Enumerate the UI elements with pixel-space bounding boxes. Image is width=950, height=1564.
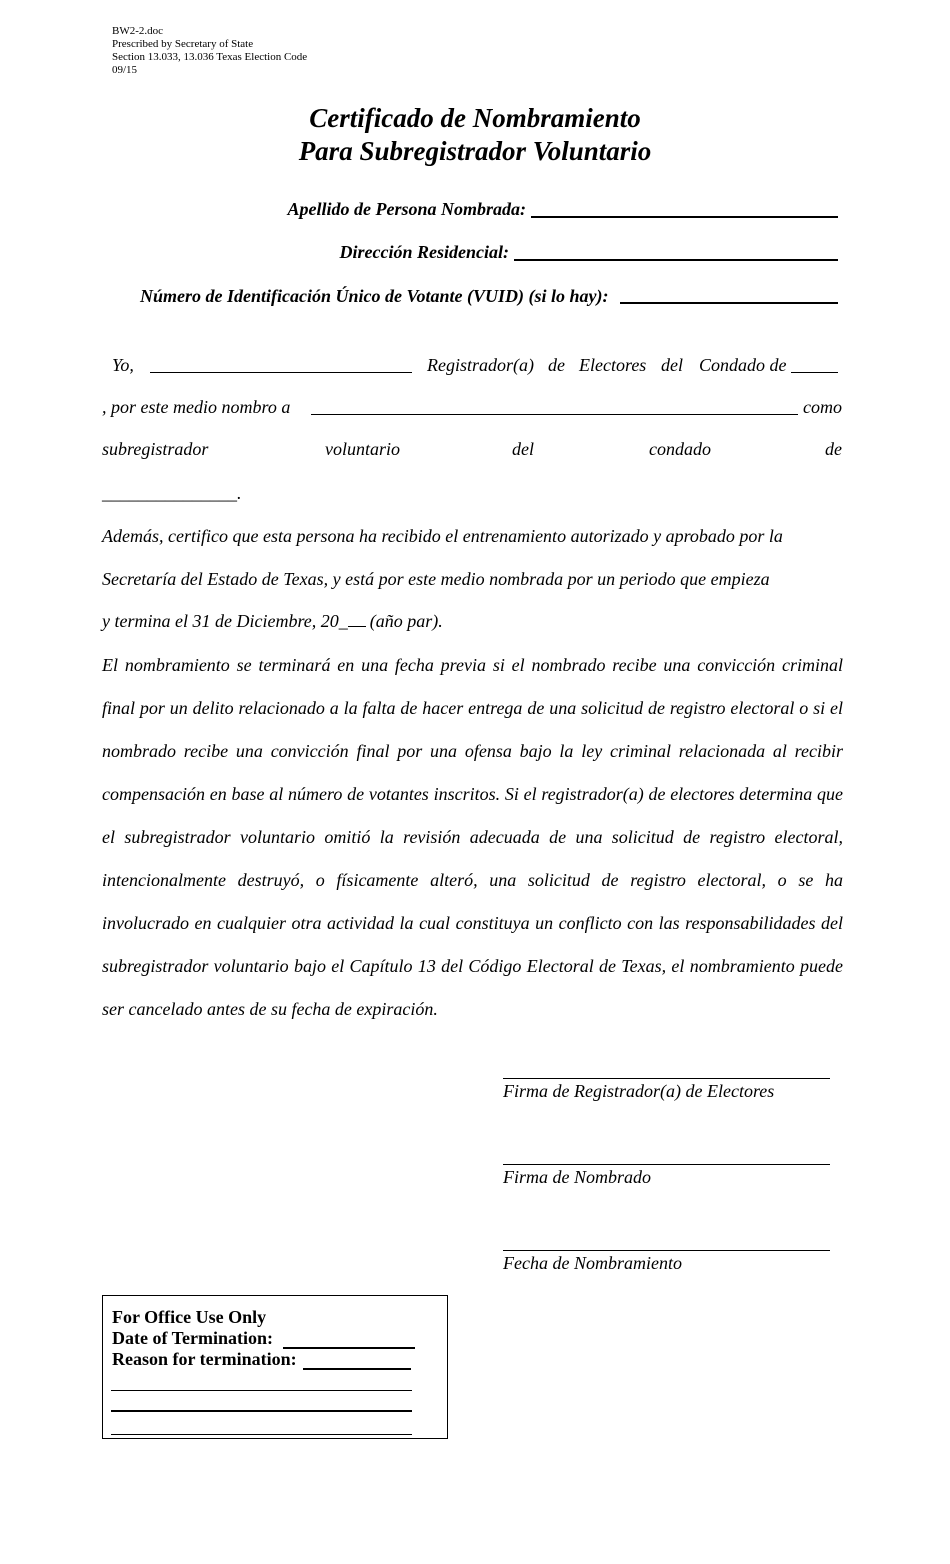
revision-date: 09/15 [112,64,138,76]
del-text: del [661,355,683,375]
document-id: BW2-2.doc [112,25,164,37]
certify-paragraph-line3 [102,611,443,632]
page-subtitle: Para Subregistrador Voluntario [298,136,652,166]
registrar-signature-field[interactable] [503,1078,830,1079]
registrar-name-field[interactable] [150,372,412,373]
page-title: Certificado de Nombramiento [309,103,641,133]
reason-line-2[interactable] [111,1410,412,1412]
de-text-2: de [825,439,842,459]
county-blank-line: _______________. [102,483,242,503]
reason-line-3[interactable] [111,1434,412,1435]
surname-label: Apellido de Persona Nombrada: [287,199,526,219]
certify-paragraph-line1: Además, certifico que esta persona ha recibido el entrenamiento autorizado y aprobado por la [102,526,783,546]
office-use-title: For Office Use Only [112,1307,267,1327]
surname-field[interactable] [531,216,838,218]
termination-paragraph: El nombramiento se terminará en una fecha previa si el nombrado recibe una convicción criminal final por un delito relacionado a la falta de hacer entrega de una solicitud de registro electoral o si el nombrado recibe una convicción final por una ofensa bajo la ley criminal relacionada al recibir compensación en base al número de votantes inscritos. Si el registrador(a) de electores determina que el subregistrador voluntario omitió la revisión adecuada de una solicitud de registro electoral, intencionalmente destruyó, o físicamente alteró, una solicitud de registro electoral, o se ha involucrado en cualquier otra actividad la cual constituya un conflicto con las responsabilidades del subregistrador voluntario bajo el Capítulo 13 del Código Electoral de Texas, el nombramiento puede ser cancelado antes de su fecha de expiración. [102,655,843,1019]
appointment-date-label: Fecha de Nombramiento [503,1253,682,1273]
vuid-field[interactable] [620,302,838,304]
term-end-text: y termina el 31 de Diciembre, 20_ [102,611,348,631]
como-text: como [803,397,842,417]
county-field[interactable] [791,372,838,373]
address-label: Dirección Residencial: [339,242,509,262]
year-field[interactable] [348,626,366,627]
appointment-date-field[interactable] [503,1250,830,1251]
address-field[interactable] [514,259,838,261]
registrador-text: Registrador(a) [427,355,534,375]
por-este-text: , por este medio nombro a [102,397,291,417]
office-use-box [102,1295,448,1439]
registrar-signature-label: Firma de Registrador(a) de Electores [503,1081,775,1101]
election-code-section: Section 13.033, 13.036 Texas Election Code [112,51,308,63]
appointee-signature-field[interactable] [503,1164,830,1165]
termination-reason-field[interactable] [303,1368,411,1370]
del-text-2: del [512,439,534,459]
termination-date-field[interactable] [283,1347,415,1349]
subregistrador-text: subregistrador [102,439,209,459]
prescribed-by: Prescribed by Secretary of State [112,38,254,50]
de-text: de [548,355,565,375]
even-year-note: (año par). [369,611,443,631]
termination-date-label: Date of Termination: [112,1328,273,1348]
condado-de-text: Condado de [699,355,787,375]
appointee-signature-label: Firma de Nombrado [503,1167,651,1187]
appointee-name-field[interactable] [311,414,798,415]
vuid-label: Número de Identificación Único de Votante (VUID) (si lo hay): [140,286,609,306]
voluntario-text: voluntario [325,439,400,459]
termination-reason-label: Reason for termination: [112,1349,297,1369]
certify-paragraph-line2: Secretaría del Estado de Texas, y está por este medio nombrada por un periodo que empieza [102,569,770,589]
electores-text: Electores [579,355,647,375]
condado-text: condado [649,439,711,459]
yo-text: Yo, [112,355,134,375]
reason-line-1[interactable] [111,1390,412,1391]
